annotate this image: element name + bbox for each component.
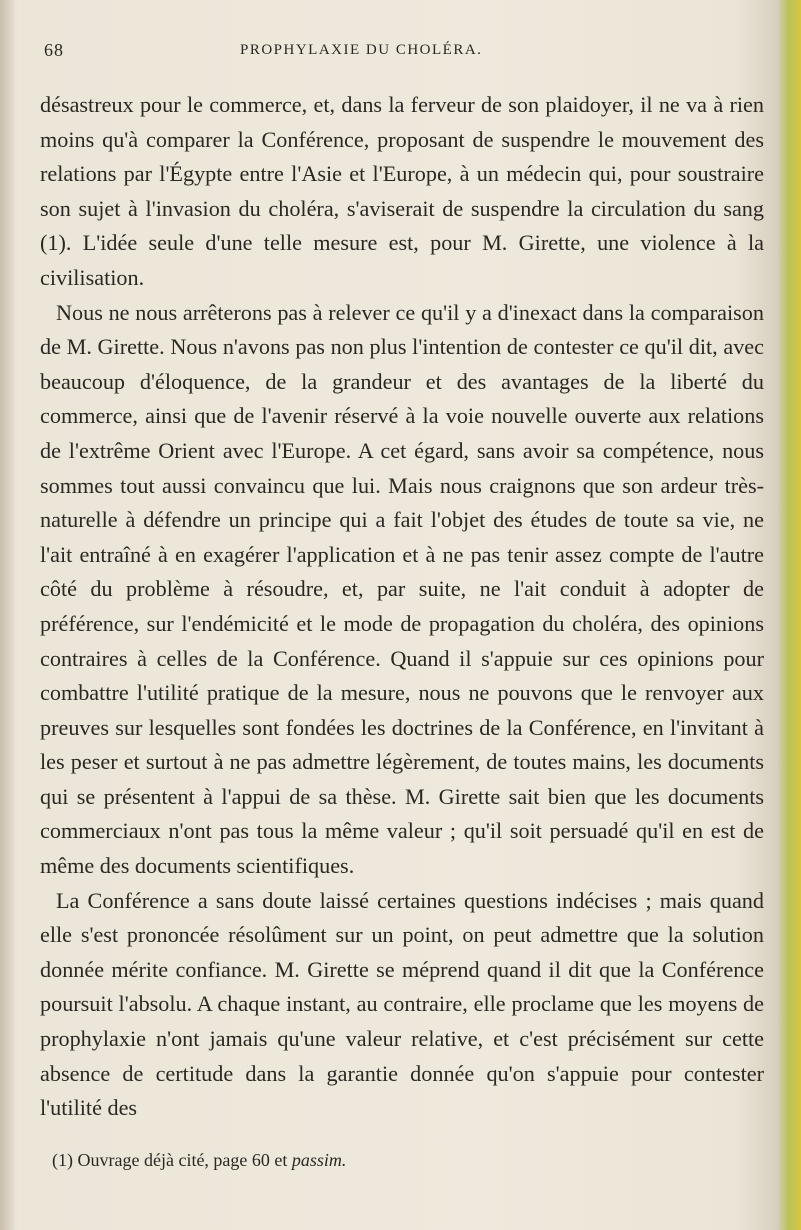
running-head: [0, 40, 801, 70]
footnote-marker: (1): [52, 1150, 73, 1170]
paragraph-2: Nous ne nous arrêterons pas à relever ce qu'il y a d'inexact dans la comparaison de M. Girette. Nous n'avons pas non plus l'intention de contester ce qu'il dit, avec beaucoup d'éloquence, de la grandeur et des avantages de la liberté du commerce, ainsi que de l'avenir réservé à la voie nouvelle ouverte aux relations de l'extrême Orient avec l'Europe. A cet égard, sans avoir sa compétence, nous sommes tout aussi convaincu que lui. Mais nous craignons que son ardeur très-naturelle à défendre un principe qui a fait l'objet des études de toute sa vie, ne l'ait entraîné à en exagérer l'application et à ne pas tenir assez compte de l'autre côté du problème à résoudre, et, par suite, ne l'ait conduit à adopter de préférence, sur l'endémicité et le mode de propagation du choléra, des opinions contraires à celles de la Conférence. Quand il s'appuie sur ces opinions pour combattre l'utilité pratique de la mesure, nous ne pouvons que le renvoyer aux preuves sur lesquelles sont fondées les doctrines de la Conférence, en l'invitant à les peser et surtout à ne pas admettre légèrement, de toutes mains, les documents qui se présentent à l'appui de sa thèse. M. Girette sait bien que les documents commerciaux n'ont pas tous la même valeur ; qu'il soit persuadé qu'il en est de même des documents scientifiques.: [40, 299, 764, 879]
paragraph-3: La Conférence a sans doute laissé certaines questions indécises ; mais quand elle s'est prononcée résolûment sur un point, on peut admettre que la solution donnée mérite confiance. M. Girette se méprend quand il dit que la Conférence poursuit l'absolu. A chaque instant, au contraire, elle proclame que les moyens de prophylaxie n'ont jamais qu'une valeur relative, et c'est précisément sur cette absence de certitude dans la garantie donnée qu'on s'appuie pour contester l'utilité des: [40, 887, 764, 1121]
footnote: [52, 1150, 752, 1171]
running-title: PROPHYLAXIE DU CHOLÉRA.: [240, 42, 483, 58]
body-text: [40, 88, 764, 1126]
paragraph-1: désastreux pour le commerce, et, dans la ferveur de son plaidoyer, il ne va à rien moins qu'à comparer la Conférence, proposant de suspendre le mouvement des relations par l'Égypte entre l'Asie et l'Europe, à un médecin qui, pour soustraire son sujet à l'invasion du choléra, s'aviserait de suspendre la circulation du sang (1). L'idée seule d'une telle mesure est, pour M. Girette, une violence à la civilisation.: [40, 92, 764, 290]
page-number: 68: [44, 40, 64, 60]
footnote-italic: passim.: [291, 1150, 347, 1170]
page-gutter-shadow: [0, 0, 14, 1230]
footnote-text: Ouvrage déjà cité, page 60 et: [77, 1150, 288, 1170]
